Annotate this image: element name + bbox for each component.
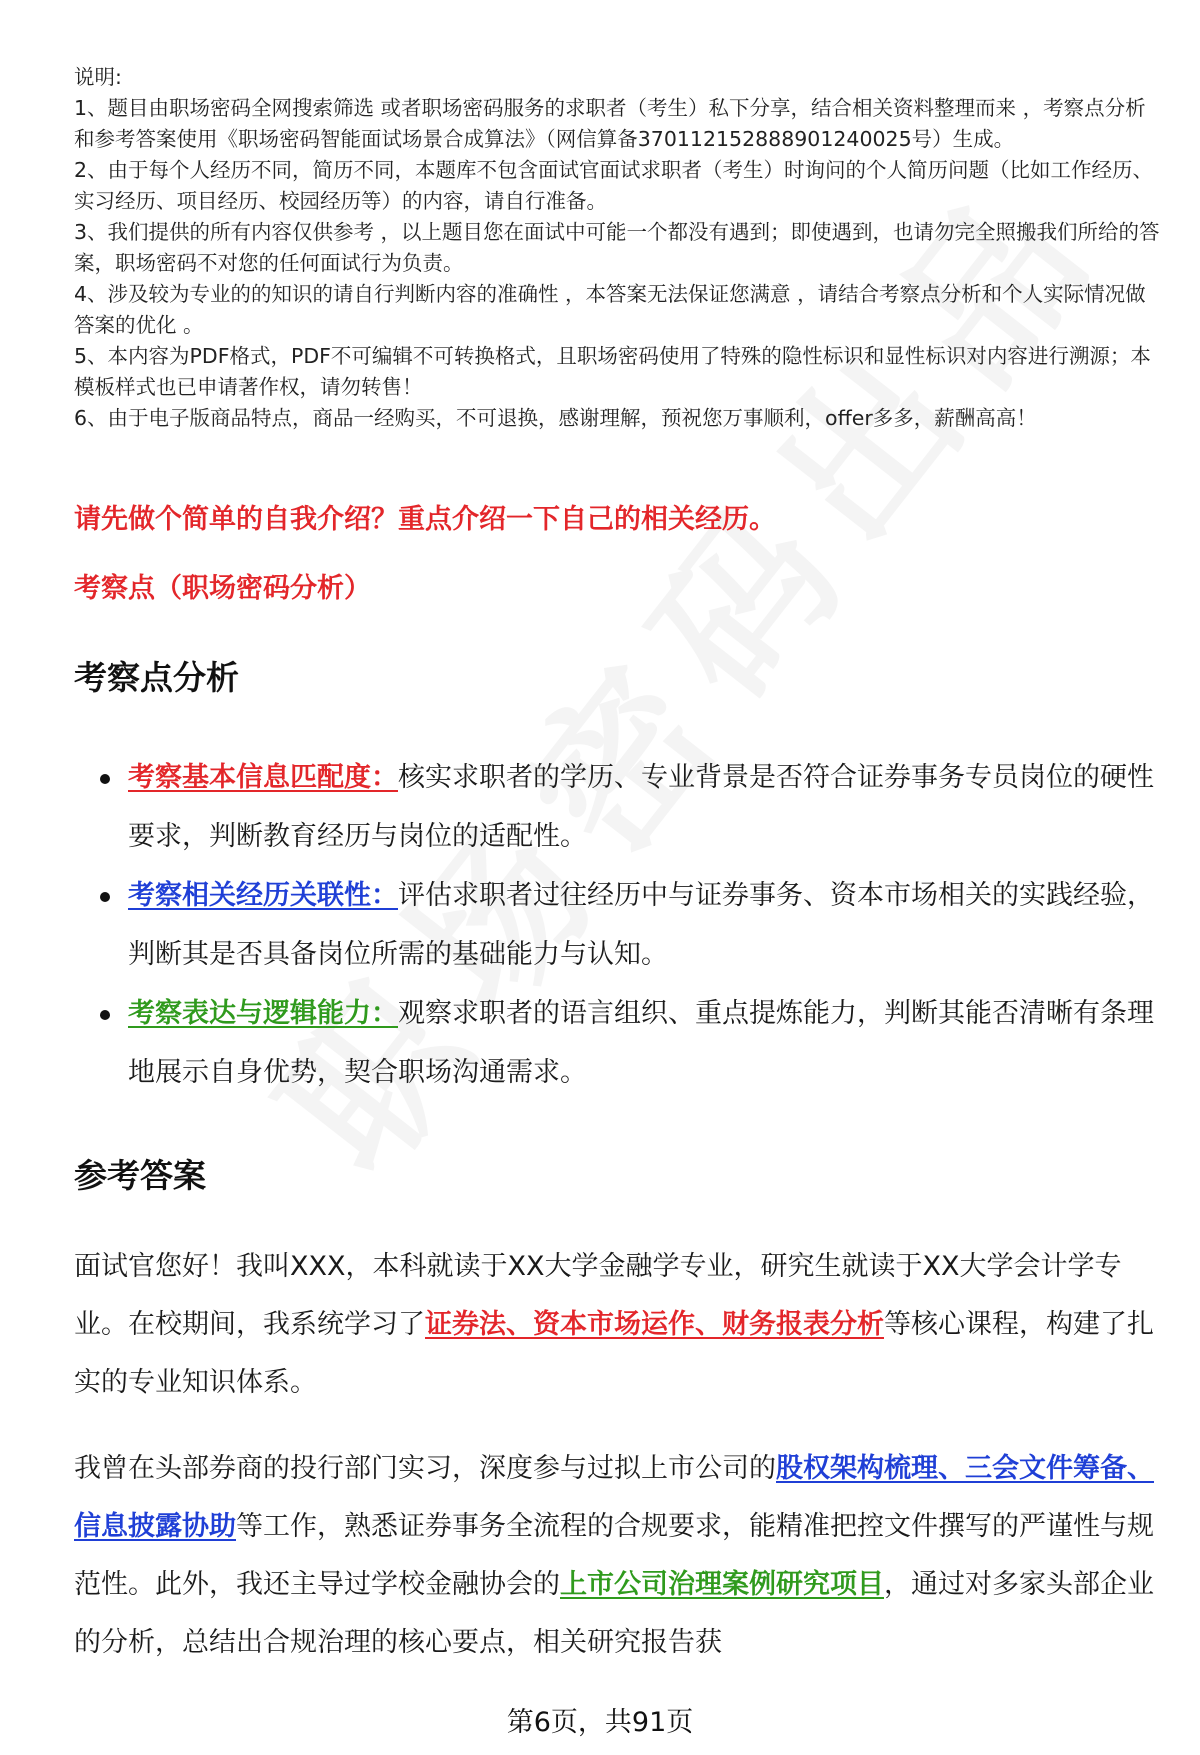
- analysis-heading: 考察点分析: [74, 658, 239, 697]
- answer-text: ，通过对多家头部企业的分析，总结出合规治理的核心要点，相关研究报告获: [74, 1569, 1154, 1658]
- analysis-list: [74, 748, 1154, 1102]
- point-text: 评估求职者过往经历中与证券事务、资本市场相关的实践经验，判断其是否具备岗位所需的基础能力与认知。: [128, 880, 1154, 970]
- answer-paragraph-1: [74, 1238, 1154, 1412]
- answer-text: 面试官您好！我叫XXX，本科就读于XX大学金融学专业，研究生就读于XX大学会计学专业。在校期间，我系统学习了: [74, 1251, 1122, 1340]
- analysis-point: [74, 866, 1154, 984]
- bullet-icon: [100, 1010, 110, 1020]
- answer-highlight: 上市公司治理案例研究项目: [560, 1569, 884, 1600]
- point-text: 核实求职者的学历、专业背景是否符合证券事务专员岗位的硬性要求，判断教育经历与岗位的适配性。: [128, 762, 1154, 852]
- page-number: 第6页，共91页: [506, 1707, 694, 1738]
- bullet-icon: [100, 892, 110, 902]
- note-item: 3、我们提供的所有内容仅供参考 ，以上题目您在面试中可能一个都没有遇到；即使遇到，也请勿完全照搬我们所给的答案，职场密码不对您的任何面试行为负责。: [74, 220, 1160, 275]
- note-item: 4、涉及较为专业的的知识的请自行判断内容的准确性 ，本答案无法保证您满意 ，请结合考察点分析和个人实际情况做答案的优化 。: [74, 282, 1146, 337]
- answer-text: 等核心课程，构建了扎实的专业知识体系。: [74, 1309, 1154, 1398]
- answer-heading: 参考答案: [74, 1156, 206, 1195]
- note-item: 2、由于每个人经历不同，简历不同，本题库不包含面试官面试求职者（考生）时询问的个人简历问题（比如工作经历、实习经历、项目经历、校园经历等）的内容，请自行准备。: [74, 158, 1154, 213]
- answer-paragraph-2: [74, 1440, 1154, 1672]
- analysis-point: [74, 984, 1154, 1102]
- answer-text: 等工作，熟悉证券事务全流程的合规要求，能精准把控文件撰写的严谨性与规范性。此外，我还主导过学校金融协会的: [74, 1511, 1154, 1600]
- answer-text: 我曾在头部券商的投行部门实习，深度参与过拟上市公司的: [74, 1453, 776, 1484]
- point-text: 观察求职者的语言组织、重点提炼能力，判断其能否清晰有条理地展示自身优势，契合职场沟通需求。: [128, 998, 1154, 1088]
- answer-highlight: 股权架构梳理、三会文件筹备、信息披露协助: [74, 1453, 1154, 1542]
- point-keyword: 考察基本信息匹配度：: [128, 762, 398, 793]
- analysis-subheading: 考察点（职场密码分析）: [74, 573, 371, 604]
- note-item: 6、由于电子版商品特点，商品一经购买，不可退换，感谢理解，预祝您万事顺利，offer多多，薪酬高高！: [74, 406, 1037, 430]
- bullet-icon: [100, 774, 110, 784]
- notes-title: 说明:: [74, 65, 122, 89]
- note-item: 1、题目由职场密码全网搜索筛选 或者职场密码服务的求职者（考生）私下分享，结合相关资料整理而来 ，考察点分析和参考答案使用《职场密码智能面试场景合成算法》（网信算备370112152888901240025号）生成。: [74, 96, 1146, 151]
- analysis-point: [74, 748, 1154, 866]
- note-item: 5、本内容为PDF格式，PDF不可编辑不可转换格式，且职场密码使用了特殊的隐性标识和显性标识对内容进行溯源；本模板样式也已申请著作权，请勿转售！: [74, 344, 1151, 399]
- answer-highlight: 证券法、资本市场运作、财务报表分析: [425, 1309, 884, 1340]
- point-keyword: 考察表达与逻辑能力：: [128, 998, 398, 1029]
- point-keyword: 考察相关经历关联性：: [128, 880, 398, 911]
- interview-question: 请先做个简单的自我介绍？重点介绍一下自己的相关经历。: [74, 504, 776, 535]
- notes-section: [74, 62, 1164, 434]
